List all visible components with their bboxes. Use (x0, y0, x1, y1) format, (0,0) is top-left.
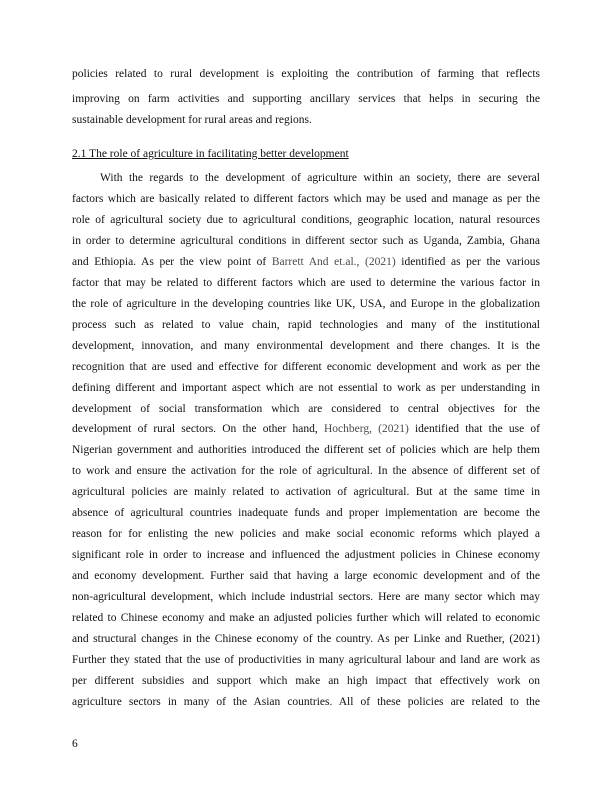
body-text-line: With the regards to the development of agriculture within an society, there are several (100, 172, 540, 184)
body-text-line: process such as related to value chain, rapid technologies and many of the institutional (72, 319, 540, 331)
citation-link[interactable]: Hochberg, (2021) (323, 423, 409, 435)
body-text-line: to work and ensure the activation for the role of agricultural. In the absence of different set of (72, 465, 540, 477)
body-text-line: agriculture sectors in many of the Asian countries. All of these policies are related to the (72, 696, 540, 708)
section-heading: 2.1 The role of agriculture in facilitating better development (72, 148, 349, 160)
body-text-line (72, 419, 540, 439)
text-run: development of rural sectors. On the other hand, (72, 423, 324, 435)
body-text-line: sustainable development for rural areas and regions. (72, 114, 312, 126)
text-run: and Ethiopia. As per the view point of (72, 256, 272, 268)
body-text-line: and economy development. Further said that having a large economic development and of the (72, 570, 540, 582)
body-text-line: per different subsidies and support which make an high impact that effectively work on (72, 675, 540, 687)
body-text-line: policies related to rural development is exploiting the contribution of farming that reflects (72, 68, 540, 80)
body-text-line: development, innovation, and many environmental development and there changes. It is the (72, 340, 540, 352)
body-text-line: recognition that are used and effective for different economic development and work as per the (72, 361, 540, 373)
citation-link[interactable]: Barrett And et.al., (2021) (271, 256, 396, 268)
body-text-line: absence of agricultural countries inadequate funds and proper implementation are become the (72, 507, 540, 519)
body-text-line: role of agricultural society due to agricultural conditions, geographic location, natural resources (72, 214, 540, 226)
body-text-line: significant role in order to increase and influenced the adjustment policies in Chinese economy (72, 549, 540, 561)
body-text-line: improving on farm activities and supporting ancillary services that helps in securing the (72, 93, 540, 105)
body-text-line: Nigerian government and authorities introduced the different set of policies which are help them (72, 444, 540, 456)
body-text-line: factors which are basically related to different factors which may be used and manage as per the (72, 193, 540, 205)
page-number: 6 (72, 738, 78, 750)
body-text-line: the role of agriculture in the developing countries like UK, USA, and Europe in the globalization (72, 298, 540, 310)
body-text-line: in order to determine agricultural conditions in different sector such as Uganda, Zambia, Ghana (72, 235, 540, 247)
body-text-line: non-agricultural development, which include industrial sectors. Here are many sector which may (72, 591, 540, 603)
body-text-line: defining different and important aspect which are not essential to work as per understanding in (72, 382, 540, 394)
body-text-line: Further they stated that the use of productivities in many agricultural labour and land are work as (72, 654, 540, 666)
text-run: identified as per the various (395, 256, 540, 268)
body-text-line: agricultural policies are mainly related to activation of agricultural. But at the same time in (72, 486, 540, 498)
text-run: identified that the use of (408, 423, 540, 435)
body-text-line: development of social transformation which are considered to central objectives for the (72, 403, 540, 415)
body-text-line: related to Chinese economy and make an adjusted policies further which will related to economic (72, 612, 540, 624)
body-text-line: reason for for enlisting the new policies and make social economic reforms which played a (72, 528, 540, 540)
body-text-line: factor that may be related to different factors which are used to determine the various factor in (72, 277, 540, 289)
body-text-line (72, 252, 540, 272)
body-text-line: and structural changes in the Chinese economy of the country. As per Linke and Ruether, (2021) (72, 633, 540, 645)
